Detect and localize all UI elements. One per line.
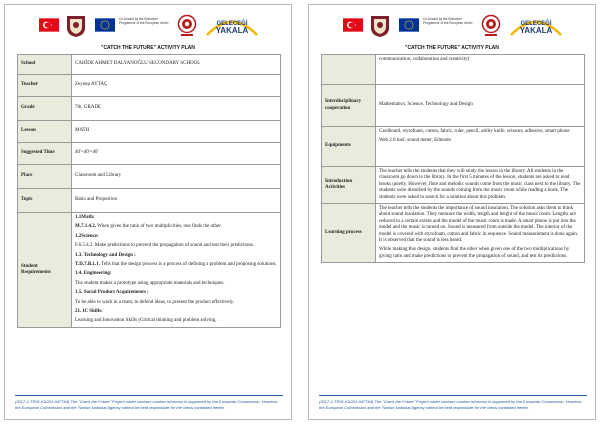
row-label: Topic — [18, 189, 72, 213]
school-emblem-icon — [65, 14, 87, 38]
paragraph: The teacher tells the students that they will study the lesson in the library. All students in the classroom go down to the library. In the first 5 minutes of the lesson, students are asked to read books quietly. However, flute and melodic sounds come from the music class next to the library. The students were disturbed by the sounds coming from the music room while reading a book. The students were asked to search for a solution about this problem. — [379, 169, 581, 200]
table-row — [322, 204, 585, 263]
row-value: 7th. GRADE — [72, 97, 281, 121]
turkey-flag-icon — [39, 18, 59, 32]
table-row-continuation — [322, 55, 585, 85]
paragraph: The teacher tells the students the importance of sound insulation. The solution asks them to think about sound insulation. They measure the width, length and height of the music room. Lengths are reduced to a certain extent and the model of the music room is made. A smart phone is put into the model and the music is turned on. Sound is measured from outside the model. The interior of the model is covered with styrofoam, cotton and fabric in sequence. Sound measurement is done again. It is observed that the sound is less heard. — [379, 206, 578, 244]
row-value — [376, 167, 585, 204]
row-label: Learning process — [322, 204, 376, 263]
requirement-heading: 21. IC Skills: — [75, 309, 103, 315]
row-label: Interdisciplinary cooperation — [322, 85, 376, 127]
turkey-flag-icon — [343, 18, 363, 32]
requirement-item — [75, 224, 277, 230]
row-value: MATH — [72, 121, 281, 143]
project-logo — [205, 15, 259, 37]
requirement-heading: 1.4. Engineering: — [75, 271, 112, 277]
project-logo-line2: YAKALA — [215, 26, 249, 35]
row-value — [376, 204, 585, 263]
requirement-text: Tells that the design process is a process of defining a problem and proposing solutions. — [99, 262, 277, 268]
table-row — [18, 165, 281, 189]
table-row-student-requirements — [18, 213, 281, 328]
requirement-text: When given the ratio of two multiplicities, one finds the other. — [95, 224, 222, 230]
requirement-item — [75, 262, 277, 268]
requirement-text: Make predictions to prevent the propagation of sound and test their predictions. — [93, 243, 255, 249]
project-logo — [509, 15, 563, 37]
table-row — [322, 85, 585, 127]
logo-row — [343, 14, 563, 42]
eu-flag-icon — [399, 18, 419, 32]
activity-plan-table-continued — [321, 54, 585, 263]
footer-disclaimer: (2017-1-TR01-KA201-047764) The "Catch the Future" Project under contract number is/comun is supported by the European Commission. However, the European Commission and the Turkish National Agency cannot be held responsible for the views contained herein. — [15, 395, 283, 411]
row-value: Classroom and Library — [72, 165, 281, 189]
table-row — [18, 97, 281, 121]
requirement-item: Learning and Innovation Skills (Critical thinking and problem solving, — [75, 318, 217, 324]
row-label: Place — [18, 165, 72, 189]
eu-funding-text: Co-funded by the Erasmus+ Programme of the European Union — [119, 17, 169, 25]
continuation-text: communication, collaboration and creativity) — [376, 55, 585, 85]
requirement-heading: 1.2Science: — [75, 233, 99, 239]
requirement-item: To be able to work in a team, to defend ideas, to present the product effectively. — [75, 299, 235, 305]
national-agency-icon — [481, 14, 501, 38]
row-label: Equipments — [322, 127, 376, 167]
school-emblem-icon — [369, 14, 391, 38]
paragraph: Cardboard, styrofoam, cotton, fabric, ruler, pencil, utility knife, scissors, adhesive, smart phone — [379, 129, 570, 134]
row-value: CAHİDE AHMET DALYANOĞLU SECONDARY SCHOOL — [72, 55, 281, 75]
eu-flag-icon — [95, 18, 115, 32]
logo-row — [39, 14, 259, 42]
page-title: "CATCH THE FUTURE" ACTIVITY PLAN — [101, 45, 195, 51]
requirement-code: F.6.5.4.2. — [75, 243, 94, 249]
row-label: Teacher — [18, 75, 72, 97]
requirement-code: T.D.7.B.1.1. — [75, 262, 100, 268]
project-logo-line1: GELECEĞİ — [520, 21, 552, 27]
paragraph: While making this design, students find the other when given one of the two multiplications by giving ratio and make predictions to prevent the propagation of sound, and test its predictions. — [379, 247, 570, 259]
row-value: Ratio and Proportion — [72, 189, 281, 213]
eu-funding-text: Co-funded by the Erasmus+ Programme of the European Union — [423, 17, 473, 25]
requirement-heading: 1.5. Social Product Acquirements : — [75, 290, 149, 296]
requirement-code: M.7.1.4.2. — [75, 224, 96, 230]
table-row — [322, 127, 585, 167]
row-label-empty — [322, 55, 376, 85]
row-value: Zeynep AYTAÇ — [72, 75, 281, 97]
table-row — [18, 121, 281, 143]
table-row — [322, 167, 585, 204]
activity-plan-table — [17, 54, 281, 328]
document-page-right — [308, 4, 596, 420]
table-row — [18, 55, 281, 75]
requirement-heading: 1.1Math: — [75, 215, 95, 220]
table-row — [18, 189, 281, 213]
requirement-item: The student makes a prototype using appropriate materials and techniques. — [75, 280, 225, 286]
paragraph: Web 2.0 tool: sound meter, Edmodo — [379, 138, 452, 144]
table-row — [18, 143, 281, 165]
project-logo-line2: YAKALA — [519, 26, 553, 35]
national-agency-icon — [177, 14, 197, 38]
row-label: Grade — [18, 97, 72, 121]
footer-disclaimer: (2017-1-TR01-KA201-047764) The "Catch the Future" Project under contract number is/comun is supported by the European Commission. However, the European Commission and the Turkish National Agency cannot be held responsible for the views contained herein. — [319, 395, 587, 411]
row-value — [376, 127, 585, 167]
paragraph: Mathematics, Science, Technology and Design — [379, 102, 473, 108]
row-value: 40'+40'+40' — [72, 143, 281, 165]
row-label: Lesson — [18, 121, 72, 143]
row-label: Introduction Activities — [322, 167, 376, 204]
row-value — [376, 85, 585, 127]
row-label: Student Requirements — [18, 213, 72, 328]
requirement-heading: 1.3. Technology and Design : — [75, 252, 136, 258]
project-logo-line1: GELECEĞİ — [216, 21, 248, 27]
student-requirements-content — [72, 213, 281, 328]
table-row — [18, 75, 281, 97]
document-page-left — [4, 4, 292, 420]
requirement-item — [75, 243, 277, 249]
row-label: School — [18, 55, 72, 75]
page-title: "CATCH THE FUTURE" ACTIVITY PLAN — [405, 45, 499, 51]
row-label: Suggested Time — [18, 143, 72, 165]
